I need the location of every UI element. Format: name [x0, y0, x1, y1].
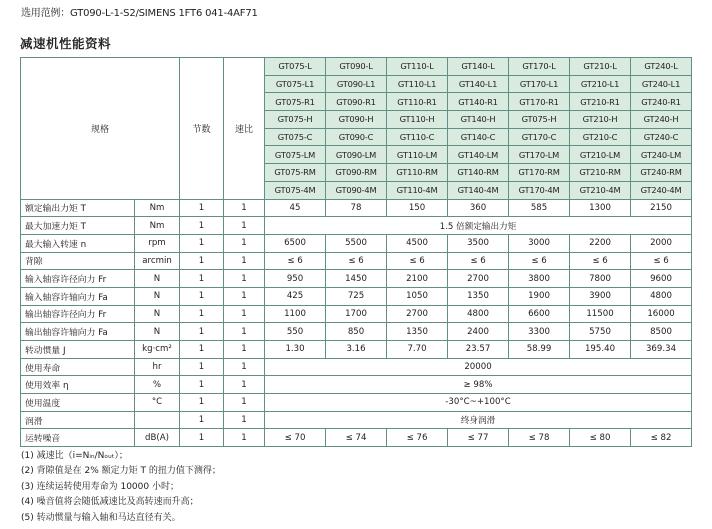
- spec-value: ≤ 82: [631, 429, 692, 447]
- footnote-item: (1) 减速比（i=Nᵢₙ/Nₒᵤₜ）；: [21, 451, 128, 461]
- spec-value: ≤ 70: [265, 429, 326, 447]
- spec-stages: 1: [180, 429, 224, 447]
- spec-ratio: 1: [224, 358, 265, 376]
- model-cell: GT210-H: [570, 111, 631, 129]
- spec-value: ≤ 6: [570, 252, 631, 270]
- spec-stages: 1: [180, 411, 224, 429]
- spec-ratio: 1: [224, 234, 265, 252]
- spec-value: 5750: [570, 323, 631, 341]
- model-cell: GT240-LM: [631, 146, 692, 164]
- spec-value: 1900: [509, 287, 570, 305]
- spec-value: 950: [265, 270, 326, 288]
- spec-value: 3800: [509, 270, 570, 288]
- spec-ratio: 1: [224, 270, 265, 288]
- spec-unit: Nm: [135, 217, 180, 235]
- model-cell: GT090-L1: [326, 75, 387, 93]
- spec-merged-value: 终身润滑: [265, 411, 692, 429]
- spec-merged-value: ≥ 98%: [265, 376, 692, 394]
- stages-header: 节数: [180, 58, 224, 200]
- spec-ratio: 1: [224, 376, 265, 394]
- model-cell: GT140-C: [448, 128, 509, 146]
- model-cell: GT210-RM: [570, 164, 631, 182]
- spec-stages: 1: [180, 323, 224, 341]
- model-cell: GT170-R1: [509, 93, 570, 111]
- spec-value: ≤ 6: [631, 252, 692, 270]
- spec-value: 2150: [631, 199, 692, 217]
- spec-value: 3300: [509, 323, 570, 341]
- model-cell: GT110-LM: [387, 146, 448, 164]
- model-cell: GT075-H: [265, 111, 326, 129]
- spec-value: 45: [265, 199, 326, 217]
- spec-value: 2100: [387, 270, 448, 288]
- spec-header: 规格: [21, 58, 180, 200]
- spec-row: [21, 376, 692, 394]
- footnotes: [21, 449, 221, 526]
- footnote-item: (2) 背隙值是在 2% 额定力矩 T 的扭力值下测得；: [21, 466, 221, 477]
- spec-value: 2700: [387, 305, 448, 323]
- spec-value: ≤ 6: [265, 252, 326, 270]
- footnote-item: (5) 转动惯量与输入轴和马达直径有关。: [21, 512, 181, 523]
- spec-ratio: 1: [224, 429, 265, 447]
- spec-unit: °C: [135, 394, 180, 412]
- model-cell: GT090-C: [326, 128, 387, 146]
- spec-name: 最大输入转速 n: [21, 234, 135, 252]
- spec-value: 1050: [387, 287, 448, 305]
- model-cell: GT240-L: [631, 58, 692, 76]
- spec-merged-value: 20000: [265, 358, 692, 376]
- spec-value: 3500: [448, 234, 509, 252]
- model-cell: GT090-R1: [326, 93, 387, 111]
- spec-ratio: 1: [224, 252, 265, 270]
- spec-row: [21, 199, 692, 217]
- spec-name: 使用温度: [21, 394, 135, 412]
- spec-value: ≤ 6: [509, 252, 570, 270]
- spec-value: 1350: [387, 323, 448, 341]
- model-cell: GT210-L1: [570, 75, 631, 93]
- spec-value: 585: [509, 199, 570, 217]
- spec-ratio: 1: [224, 394, 265, 412]
- spec-unit: N: [135, 287, 180, 305]
- spec-stages: 1: [180, 252, 224, 270]
- spec-ratio: 1: [224, 341, 265, 359]
- model-cell: GT075-C: [265, 128, 326, 146]
- spec-merged-value: -30°C~+100°C: [265, 394, 692, 412]
- spec-value: 23.57: [448, 341, 509, 359]
- spec-row: [21, 429, 692, 447]
- spec-value: 6600: [509, 305, 570, 323]
- spec-name: 输入轴容许径向力 Fr: [21, 270, 135, 288]
- spec-row: [21, 341, 692, 359]
- model-cell: GT140-4M: [448, 181, 509, 199]
- model-cell: GT170-L1: [509, 75, 570, 93]
- spec-value: 2200: [570, 234, 631, 252]
- model-cell: GT110-L: [387, 58, 448, 76]
- spec-stages: 1: [180, 199, 224, 217]
- spec-row: [21, 270, 692, 288]
- model-cell: GT140-R1: [448, 93, 509, 111]
- model-cell: GT090-4M: [326, 181, 387, 199]
- spec-stages: 1: [180, 358, 224, 376]
- model-cell: GT210-R1: [570, 93, 631, 111]
- spec-name: 输入轴容许轴向力 Fa: [21, 287, 135, 305]
- model-cell: GT110-RM: [387, 164, 448, 182]
- spec-name: 背隙: [21, 252, 135, 270]
- spec-ratio: 1: [224, 323, 265, 341]
- spec-value: ≤ 74: [326, 429, 387, 447]
- model-header-row: [21, 58, 692, 76]
- model-cell: GT240-H: [631, 111, 692, 129]
- spec-value: 4800: [448, 305, 509, 323]
- spec-value: 4800: [631, 287, 692, 305]
- spec-stages: 1: [180, 341, 224, 359]
- model-cell: GT140-LM: [448, 146, 509, 164]
- spec-value: 2700: [448, 270, 509, 288]
- spec-value: ≤ 80: [570, 429, 631, 447]
- model-cell: GT110-H: [387, 111, 448, 129]
- spec-stages: 1: [180, 270, 224, 288]
- spec-value: 360: [448, 199, 509, 217]
- spec-unit: [135, 411, 180, 429]
- spec-value: 3.16: [326, 341, 387, 359]
- spec-value: 11500: [570, 305, 631, 323]
- spec-ratio: 1: [224, 305, 265, 323]
- spec-unit: arcmin: [135, 252, 180, 270]
- spec-stages: 1: [180, 305, 224, 323]
- footnote-item: (4) 噪音值将会随低减速比及高转速而升高；: [21, 497, 199, 508]
- spec-value: 1700: [326, 305, 387, 323]
- performance-table: [20, 57, 692, 447]
- spec-value: 4500: [387, 234, 448, 252]
- spec-value: 550: [265, 323, 326, 341]
- model-cell: GT090-LM: [326, 146, 387, 164]
- spec-unit: Nm: [135, 199, 180, 217]
- model-cell: GT240-4M: [631, 181, 692, 199]
- spec-value: 1300: [570, 199, 631, 217]
- spec-value: ≤ 6: [387, 252, 448, 270]
- model-cell: GT110-R1: [387, 93, 448, 111]
- spec-value: ≤ 78: [509, 429, 570, 447]
- model-cell: GT140-RM: [448, 164, 509, 182]
- model-cell: GT075-L: [265, 58, 326, 76]
- model-cell: GT075-H: [509, 111, 570, 129]
- spec-stages: 1: [180, 376, 224, 394]
- spec-value: ≤ 76: [387, 429, 448, 447]
- model-cell: GT090-H: [326, 111, 387, 129]
- spec-unit: dB(A): [135, 429, 180, 447]
- spec-name: 输出轴容许轴向力 Fa: [21, 323, 135, 341]
- spec-row: [21, 305, 692, 323]
- spec-value: 725: [326, 287, 387, 305]
- spec-row: [21, 217, 692, 235]
- spec-value: 850: [326, 323, 387, 341]
- model-cell: GT170-RM: [509, 164, 570, 182]
- spec-value: 3000: [509, 234, 570, 252]
- spec-ratio: 1: [224, 287, 265, 305]
- model-cell: GT240-L1: [631, 75, 692, 93]
- model-cell: GT110-L1: [387, 75, 448, 93]
- spec-value: 369.34: [631, 341, 692, 359]
- spec-row: [21, 358, 692, 376]
- spec-value: ≤ 6: [448, 252, 509, 270]
- model-cell: GT075-4M: [265, 181, 326, 199]
- selection-example: 选用范例：GT090-L-1-S2/SIMENS 1FT6 041-4AF71: [21, 8, 258, 19]
- spec-name: 运转噪音: [21, 429, 135, 447]
- spec-value: 58.99: [509, 341, 570, 359]
- spec-value: 1.30: [265, 341, 326, 359]
- spec-stages: 1: [180, 234, 224, 252]
- spec-ratio: 1: [224, 411, 265, 429]
- model-cell: GT210-4M: [570, 181, 631, 199]
- model-cell: GT170-L: [509, 58, 570, 76]
- model-cell: GT075-RM: [265, 164, 326, 182]
- spec-ratio: 1: [224, 217, 265, 235]
- ratio-header: 速比: [224, 58, 265, 200]
- spec-value: 9600: [631, 270, 692, 288]
- model-cell: GT210-L: [570, 58, 631, 76]
- spec-stages: 1: [180, 287, 224, 305]
- model-cell: GT140-L: [448, 58, 509, 76]
- spec-value: 1100: [265, 305, 326, 323]
- spec-value: ≤ 6: [326, 252, 387, 270]
- spec-value: 2000: [631, 234, 692, 252]
- model-cell: GT140-L1: [448, 75, 509, 93]
- spec-value: 7.70: [387, 341, 448, 359]
- spec-name: 输出轴容许径向力 Fr: [21, 305, 135, 323]
- spec-value: 150: [387, 199, 448, 217]
- model-cell: GT110-C: [387, 128, 448, 146]
- spec-row: [21, 287, 692, 305]
- spec-unit: %: [135, 376, 180, 394]
- footnote-item: (3) 连续运转使用寿命为 10000 小时；: [21, 481, 179, 492]
- section-title: 减速机性能资料: [20, 36, 112, 51]
- spec-stages: 1: [180, 394, 224, 412]
- spec-value: 5500: [326, 234, 387, 252]
- spec-value: 195.40: [570, 341, 631, 359]
- spec-merged-value: 1.5 倍额定输出力矩: [265, 217, 692, 235]
- spec-value: 425: [265, 287, 326, 305]
- spec-value: 8500: [631, 323, 692, 341]
- model-cell: GT090-RM: [326, 164, 387, 182]
- spec-unit: N: [135, 305, 180, 323]
- model-cell: GT075-LM: [265, 146, 326, 164]
- spec-value: 6500: [265, 234, 326, 252]
- model-cell: GT240-R1: [631, 93, 692, 111]
- model-cell: GT110-4M: [387, 181, 448, 199]
- spec-row: [21, 323, 692, 341]
- spec-name: 最大加速力矩 T: [21, 217, 135, 235]
- spec-unit: rpm: [135, 234, 180, 252]
- model-cell: GT075-R1: [265, 93, 326, 111]
- model-cell: GT140-H: [448, 111, 509, 129]
- spec-value: 7800: [570, 270, 631, 288]
- spec-unit: N: [135, 323, 180, 341]
- spec-name: 额定输出力矩 T: [21, 199, 135, 217]
- spec-value: 16000: [631, 305, 692, 323]
- spec-row: [21, 252, 692, 270]
- spec-unit: hr: [135, 358, 180, 376]
- model-cell: GT170-4M: [509, 181, 570, 199]
- model-cell: GT240-C: [631, 128, 692, 146]
- model-cell: GT170-LM: [509, 146, 570, 164]
- spec-unit: N: [135, 270, 180, 288]
- spec-name: 使用寿命: [21, 358, 135, 376]
- spec-ratio: 1: [224, 199, 265, 217]
- model-cell: GT210-LM: [570, 146, 631, 164]
- spec-value: ≤ 77: [448, 429, 509, 447]
- spec-value: 1350: [448, 287, 509, 305]
- model-cell: GT090-L: [326, 58, 387, 76]
- spec-value: 1450: [326, 270, 387, 288]
- spec-name: 润滑: [21, 411, 135, 429]
- model-cell: GT170-C: [509, 128, 570, 146]
- spec-stages: 1: [180, 217, 224, 235]
- spec-name: 转动惯量 J: [21, 341, 135, 359]
- model-cell: GT075-L1: [265, 75, 326, 93]
- spec-name: 使用效率 η: [21, 376, 135, 394]
- spec-row: [21, 411, 692, 429]
- spec-row: [21, 394, 692, 412]
- model-cell: GT240-RM: [631, 164, 692, 182]
- spec-value: 3900: [570, 287, 631, 305]
- spec-row: [21, 234, 692, 252]
- spec-unit: kg·cm²: [135, 341, 180, 359]
- spec-value: 78: [326, 199, 387, 217]
- model-cell: GT210-C: [570, 128, 631, 146]
- spec-value: 2400: [448, 323, 509, 341]
